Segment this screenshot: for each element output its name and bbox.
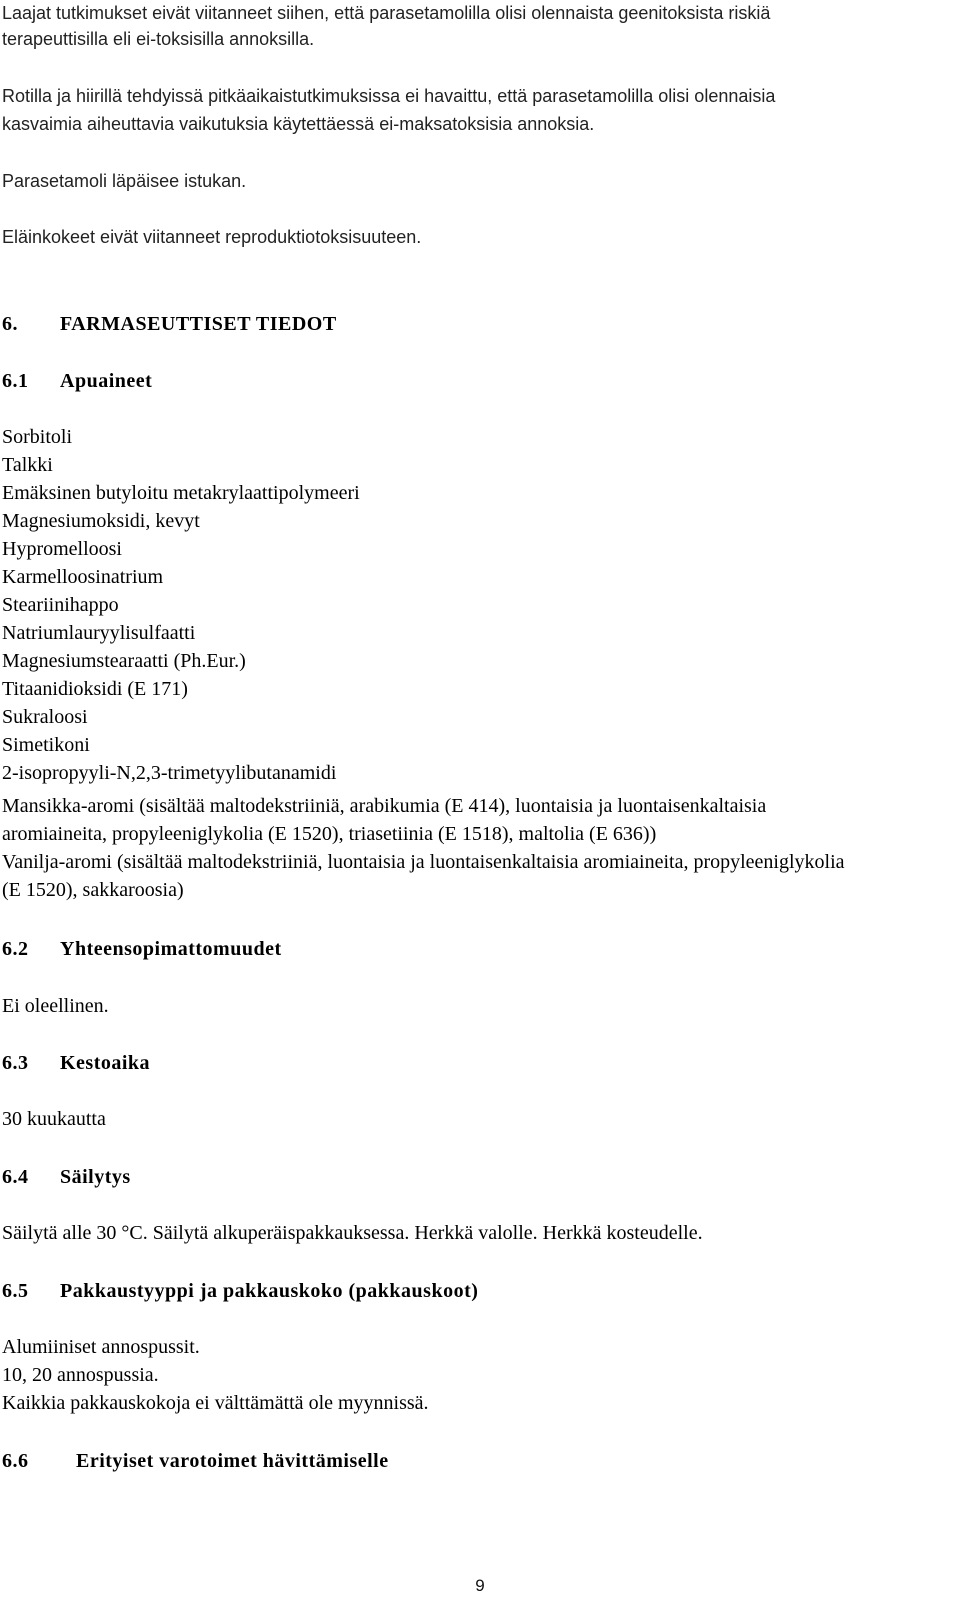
subsection-number: 6.6: [2, 1450, 29, 1472]
excipient-item: Karmelloosinatrium: [2, 566, 164, 588]
paragraph-line: Rotilla ja hiirillä tehdyissä pitkäaikaistutkimuksissa ei havaittu, että parasetamolilla olisi olennaisia: [2, 86, 776, 106]
subsection-number: 6.2: [2, 938, 29, 960]
subsection-heading: [2, 1278, 478, 1304]
subsection-number: 6.3: [2, 1052, 29, 1074]
excipient-item: Magnesiumoksidi, kevyt: [2, 510, 200, 532]
subsection-heading: [2, 936, 282, 962]
subsection-number: 6.1: [2, 370, 29, 392]
subsection-title: Säilytys: [60, 1166, 131, 1188]
excipient-item: Talkki: [2, 454, 53, 476]
subsection-heading: [2, 1050, 150, 1076]
excipient-item: Hypromelloosi: [2, 538, 122, 560]
excipient-item: Titaanidioksidi (E 171): [2, 678, 188, 700]
subsection-text: Säilytä alle 30 °C. Säilytä alkuperäispakkauksessa. Herkkä valolle. Herkkä kosteudelle.: [2, 1222, 703, 1244]
excipient-item: Vanilja-aromi (sisältää maltodekstriiniä, luontaisia ja luontaisenkaltaisia aromiaineita, propyleeniglykolia: [2, 851, 845, 873]
subsection-text: Kaikkia pakkauskokoja ei välttämättä ole myynnissä.: [2, 1392, 429, 1414]
subsection-title: Erityiset varotoimet hävittämiselle: [76, 1450, 389, 1472]
page-number: 9: [475, 1576, 485, 1595]
paragraph-line: terapeuttisilla eli ei-toksisilla annoksilla.: [2, 29, 315, 49]
section-heading: [2, 311, 337, 337]
subsection-title: Kestoaika: [60, 1052, 151, 1074]
section-title: FARMASEUTTISET TIEDOT: [60, 313, 337, 335]
paragraph-line: Eläinkokeet eivät viitanneet reproduktiotoksisuuteen.: [2, 227, 422, 247]
subsection-heading: [2, 368, 152, 394]
subsection-number: 6.5: [2, 1280, 29, 1302]
subsection-text: Alumiiniset annospussit.: [2, 1336, 200, 1358]
excipient-item: Mansikka-aromi (sisältää maltodekstriiniä, arabikumia (E 414), luontaisia ja luontaisenkaltaisia: [2, 795, 767, 817]
subsection-text: Ei oleellinen.: [2, 995, 109, 1017]
subsection-title: Apuaineet: [60, 370, 153, 392]
subsection-text: 10, 20 annospussia.: [2, 1364, 159, 1386]
paragraph-line: Laajat tutkimukset eivät viitanneet siihen, että parasetamolilla olisi olennaista geenitoksista riskiä: [2, 3, 771, 23]
excipient-item: (E 1520), sakkaroosia): [2, 879, 184, 901]
subsection-heading: [2, 1448, 389, 1474]
excipient-item: Emäksinen butyloitu metakrylaattipolymeeri: [2, 482, 360, 504]
excipient-item: Simetikoni: [2, 734, 90, 756]
excipient-item: Magnesiumstearaatti (Ph.Eur.): [2, 650, 246, 672]
excipient-item: Natriumlauryylisulfaatti: [2, 622, 196, 644]
excipient-item: 2-isopropyyli-N,2,3-trimetyylibutanamidi: [2, 762, 337, 784]
excipient-item: Steariinihappo: [2, 594, 119, 616]
paragraph-line: kasvaimia aiheuttavia vaikutuksia käytettäessä ei-maksatoksisia annoksia.: [2, 114, 595, 134]
excipient-item: aromiaineita, propyleeniglykolia (E 1520), triasetiinia (E 1518), maltolia (E 636)): [2, 823, 657, 845]
subsection-title: Pakkaustyyppi ja pakkauskoko (pakkauskoot): [60, 1280, 479, 1302]
subsection-text: 30 kuukautta: [2, 1108, 106, 1130]
excipient-item: Sorbitoli: [2, 426, 73, 448]
section-number: 6.: [2, 313, 18, 335]
subsection-title: Yhteensopimattomuudet: [60, 938, 282, 960]
subsection-number: 6.4: [2, 1166, 29, 1188]
subsection-heading: [2, 1164, 131, 1190]
excipient-item: Sukraloosi: [2, 706, 88, 728]
paragraph-line: Parasetamoli läpäisee istukan.: [2, 171, 247, 191]
